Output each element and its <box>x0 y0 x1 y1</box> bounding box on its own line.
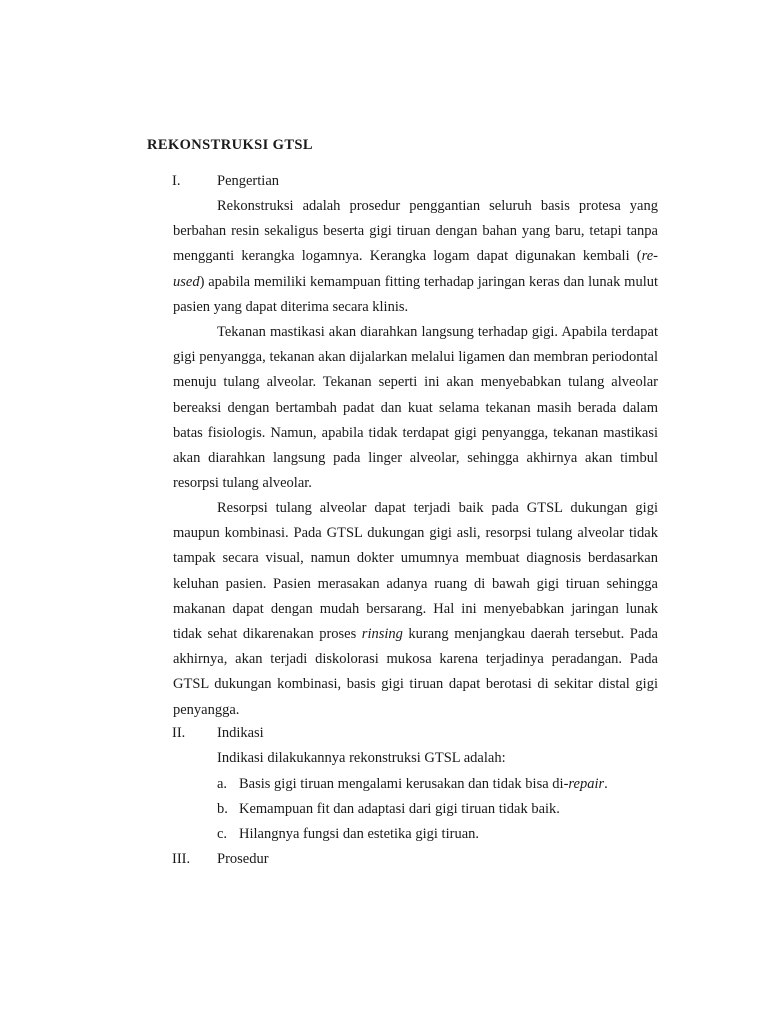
section-title: Indikasi <box>217 725 264 741</box>
section-title: Pengertian <box>217 173 280 189</box>
section-heading-indikasi <box>172 725 662 745</box>
paragraph-pengertian-1 <box>173 194 658 320</box>
section-number: III. <box>172 851 191 867</box>
paragraph-pengertian-3 <box>173 496 658 723</box>
list-marker: b. <box>217 801 228 817</box>
list-marker: c. <box>217 826 228 842</box>
section-heading-prosedur <box>172 851 662 871</box>
paragraph-text: Rekonstruksi adalah prosedur penggantian seluruh basis protesa yang berbahan resin sekaligus beserta gigi tiruan dengan bahan yang baru, tetapi tanpa mengganti kerangka logamnya. Kerangka logam dapat digunakan kembali ( <box>173 198 658 265</box>
italic-term: re-used <box>173 248 658 290</box>
indikasi-intro: Indikasi dilakukannya rekonstruksi GTSL adalah: <box>217 750 506 766</box>
list-item-text <box>239 776 608 793</box>
paragraph-text: ) apabila memiliki kemampuan fitting terhadap jaringan keras dan lunak mulut pasien yang dapat diterima secara klinis. <box>173 273 658 315</box>
section-title: Prosedur <box>217 851 269 867</box>
paragraph-text: kurang menjangkau daerah tersebut. Pada akhirnya, akan terjadi diskolorasi mukosa karena terjadinya peradangan. Pada GTSL dukungan kombinasi, basis gigi tiruan dapat berotasi di sekitar distal gigi penyangga. <box>173 626 658 718</box>
italic-term: rinsing <box>361 626 403 643</box>
section-number: I. <box>172 173 181 189</box>
list-item-text: Kemampuan fit dan adaptasi dari gigi tiruan tidak baik. <box>239 801 560 817</box>
section-heading-pengertian <box>172 173 662 193</box>
list-item <box>217 776 662 796</box>
paragraph-text: Resorpsi tulang alveolar dapat terjadi baik pada GTSL dukungan gigi maupun kombinasi. Pada GTSL dukungan gigi asli, resorpsi tulang alveolar tidak tampak secara visual, namun dokter umumnya membuat diagnosis berdasarkan keluhan pasien. Pasien merasakan adanya ruang di bawah gigi tiruan sehingga makanan dapat dengan mudah bersarang. Hal ini menyebabkan jaringan lunak tidak sehat dikarenakan proses <box>173 500 658 643</box>
list-item-tail: . <box>604 776 608 792</box>
list-marker: a. <box>217 776 228 792</box>
document-title: REKONSTRUKSI GTSL <box>147 137 313 153</box>
list-item-body: Basis gigi tiruan mengalami kerusakan dan tidak bisa di- <box>239 776 569 792</box>
paragraph-pengertian-2: Tekanan mastikasi akan diarahkan langsung terhadap gigi. Apabila terdapat gigi penyangga, tekanan akan dijalarkan melalui ligamen dan membran periodontal menuju tulang alveolar. Tekanan seperti ini akan menyebabkan tulang alveolar bereaksi dengan bertambah padat dan kuat selama tekanan masih berada dalam batas fisiologis. Namun, apabila tidak terdapat gigi penyangga, tekanan mastikasi akan diarahkan langsung pada linger alveolar, sehingga akhirnya akan timbul resorpsi tulang alveolar. <box>173 324 658 492</box>
list-item <box>217 801 662 821</box>
list-item-text: Hilangnya fungsi dan estetika gigi tiruan. <box>239 826 480 842</box>
italic-term: repair <box>568 776 605 792</box>
section-number: II. <box>172 725 186 741</box>
list-item <box>217 826 662 846</box>
